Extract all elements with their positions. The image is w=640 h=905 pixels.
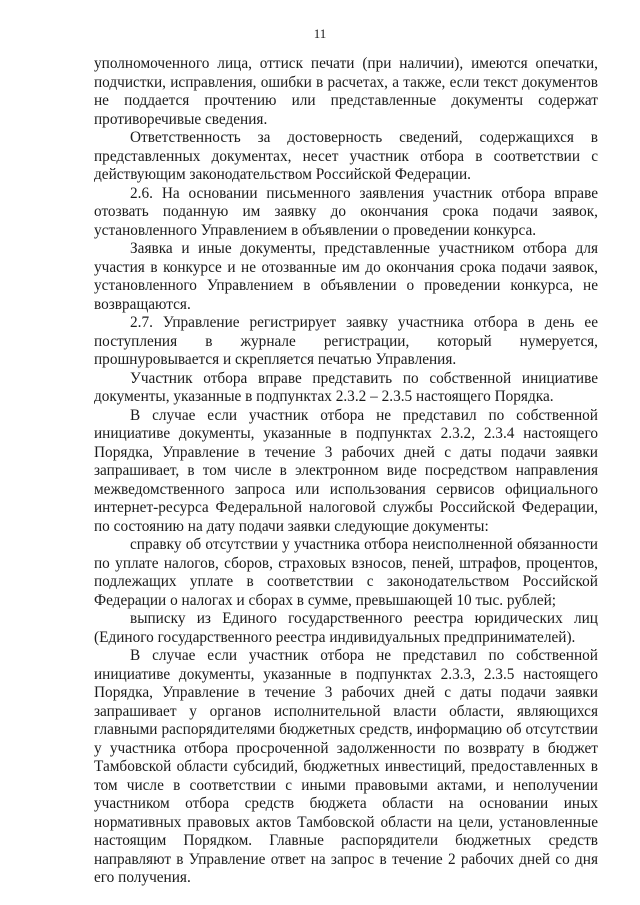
- paragraph-8: справку об отсутствии у участника отбора неисполненной обязанности по уплате налогов, сборов, страховых взносов, пеней, штрафов, процентов, подлежащих уплате в соответствии с законодательством Российской Федерации о налогах и сборах в сумме, превышающей 10 тыс. рублей;: [94, 536, 598, 609]
- paragraph-7: В случае если участник отбора не представил по собственной инициативе документы, указанные в подпунктах 2.3.2, 2.3.4 настоящего Порядка, Управление в течение 3 рабочих дней с даты подачи заявки запрашивает, в том числе в электронном виде посредством направления межведомственного запроса или использования сервисов официального интернет-ресурса Федеральной налоговой службы Российской Федерации, по состоянию на дату подачи заявки следующие документы:: [94, 406, 598, 535]
- paragraph-4: Заявка и иные документы, представленные участником отбора для участия в конкурсе и не отозванные им до окончания срока подачи заявок, установленного Управлением в объявлении о проведении конкурса, не возвращаются.: [94, 240, 598, 313]
- paragraph-6: Участник отбора вправе представить по собственной инициативе документы, указанные в подпунктах 2.3.2 – 2.3.5 настоящего Порядка.: [94, 369, 598, 405]
- paragraph-10: В случае если участник отбора не представил по собственной инициативе документы, указанные в подпунктах 2.3.3, 2.3.5 настоящего Порядка, Управление в течение 3 рабочих дней с даты подачи заявки запрашивает у органов исполнительной власти области, являющихся главными распорядителями бюджетных средств, информацию об отсутствии у участника отбора просроченной задолженности по возврату в бюджет Тамбовской области субсидий, бюджетных инвестиций, предоставленных в том числе в соответствии с иными правовыми актами, и неполучении участником отбора средств бюджета области на основании иных нормативных правовых актов Тамбовской области на цели, установленные настоящим Порядком. Главные распорядители бюджетных средств направляют в Управление ответ на запрос в течение 2 рабочих дней со дня его получения.: [94, 647, 598, 886]
- paragraph-3: 2.6. На основании письменного заявления участник отбора вправе отозвать поданную им заявку до окончания срока подачи заявок, установленного Управлением в объявлении о проведении конкурса.: [94, 184, 598, 239]
- document-body: [94, 55, 598, 888]
- paragraph-2: Ответственность за достоверность сведений, содержащихся в представленных документах, несет участник отбора в соответствии с действующим законодательством Российской Федерации.: [94, 129, 598, 183]
- paragraph-5: 2.7. Управление регистрирует заявку участника отбора в день ее поступления в журнале регистрации, который нумеруется, прошнуровывается и скрепляется печатью Управления.: [94, 314, 598, 368]
- page-number: 11: [313, 26, 327, 41]
- paragraph-1: уполномоченного лица, оттиск печати (при наличии), имеются опечатки, подчистки, исправления, ошибки в расчетах, а также, если текст документов не поддается прочтению или представленные документы содержат противоречивые сведения.: [94, 55, 598, 128]
- paragraph-9: выписку из Единого государственного реестра юридических лиц (Единого государственного реестра индивидуальных предпринимателей).: [94, 610, 598, 646]
